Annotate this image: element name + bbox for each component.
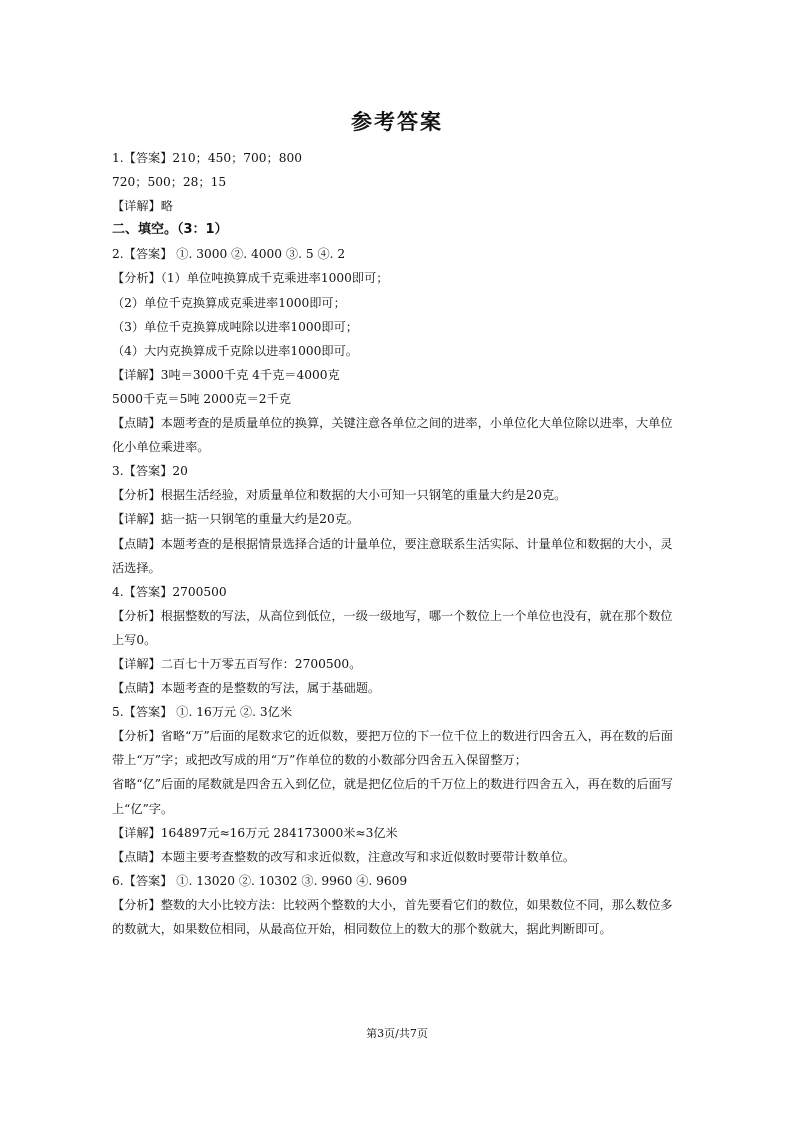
answer-line: （3）单位千克换算成吨除以进率1000即可； (112, 319, 358, 334)
answer-line: 【详解】3吨＝3000千克 4千克＝4000克 (112, 367, 340, 382)
page-number: 第3页/共7页 (366, 1027, 428, 1040)
answer-line: 1.【答案】210；450；700；800 (112, 151, 302, 165)
answer-line: 6.【答案】 ①. 13020 ②. 10302 ③. 9960 ④. 9609 (112, 873, 408, 888)
answer-line: 【分析】根据整数的写法，从高位到低位，一级一级地写，哪一个数位上一个单位也没有，就在那个数位 (112, 608, 673, 623)
answer-line: 4.【答案】2700500 (112, 584, 227, 599)
section-heading: 二、填空。（3：1） (112, 222, 228, 238)
answer-line: 5000千克＝5吨 2000克＝2千克 (112, 391, 291, 406)
answer-line: 5.【答案】 ①. 16万元 ②. 3亿米 (112, 705, 293, 720)
answer-line: 带上“万”字；或把改写成的用“万”作单位的数的小数部分四舍五入保留整万； (112, 753, 527, 768)
answer-line: 【分析】省略“万”后面的尾数求它的近似数，要把万位的下一位千位上的数进行四舍五入，再在数的后面 (112, 729, 673, 744)
answer-line: 【详解】164897元≈16万元 284173000米≈3亿米 (112, 825, 398, 840)
answer-line: 化小单位乘进率。 (112, 440, 210, 455)
answer-line: 【详解】二百七十万零五百写作：2700500。 (112, 656, 362, 671)
answer-line: 【详解】略 (112, 199, 173, 214)
answer-line: 上“亿”字。 (112, 801, 174, 816)
answer-line: 省略“亿”后面的尾数就是四舍五入到亿位，就是把亿位后的千万位上的数进行四舍五入，再在数的后面写 (112, 777, 673, 792)
answer-line: 【点睛】本题考查的是整数的写法，属于基础题。 (112, 681, 381, 696)
answer-line: 活选择。 (112, 560, 161, 575)
answer-line: （4）大内克换算成千克除以进率1000即可。 (112, 343, 358, 358)
answer-line: 【点睛】本题主要考查整数的改写和求近似数，注意改写和求近似数时要带计数单位。 (112, 849, 576, 864)
answer-line: 【分析】整数的大小比较方法：比较两个整数的大小，首先要看它们的数位，如果数位不同，那么数位多 (112, 897, 673, 912)
answer-line: 上写0。 (112, 632, 157, 647)
answer-line: 3.【答案】20 (112, 464, 188, 479)
answer-line: 2.【答案】 ①. 3000 ②. 4000 ③. 5 ④. 2 (112, 247, 346, 262)
answer-line: 的数就大，如果数位相同，从最高位开始，相同数位上的数大的那个数就大，据此判断即可。 (112, 922, 612, 936)
answer-line: 【详解】掂一掂一只钢笔的重量大约是20克。 (112, 512, 360, 527)
answer-line: 【点睛】本题考查的是根据情景选择合适的计量单位，要注意联系生活实际、计量单位和数据的大小，灵 (112, 536, 673, 551)
answer-line: （2）单位千克换算成克乘进率1000即可； (112, 295, 346, 310)
answer-line: 【点睛】本题考查的是质量单位的换算，关键注意各单位之间的进率，小单位化大单位除以进率，大单位 (112, 416, 673, 431)
answer-content (112, 146, 684, 941)
answer-line: 【分析】根据生活经验，对质量单位和数据的大小可知一只钢笔的重量大约是20克。 (112, 488, 567, 503)
page-title: 参考答案 (351, 109, 443, 134)
answer-line: 720；500；28；15 (112, 175, 227, 190)
answer-line: 【分析】（1）单位吨换算成千克乘进率1000即可； (112, 271, 389, 286)
